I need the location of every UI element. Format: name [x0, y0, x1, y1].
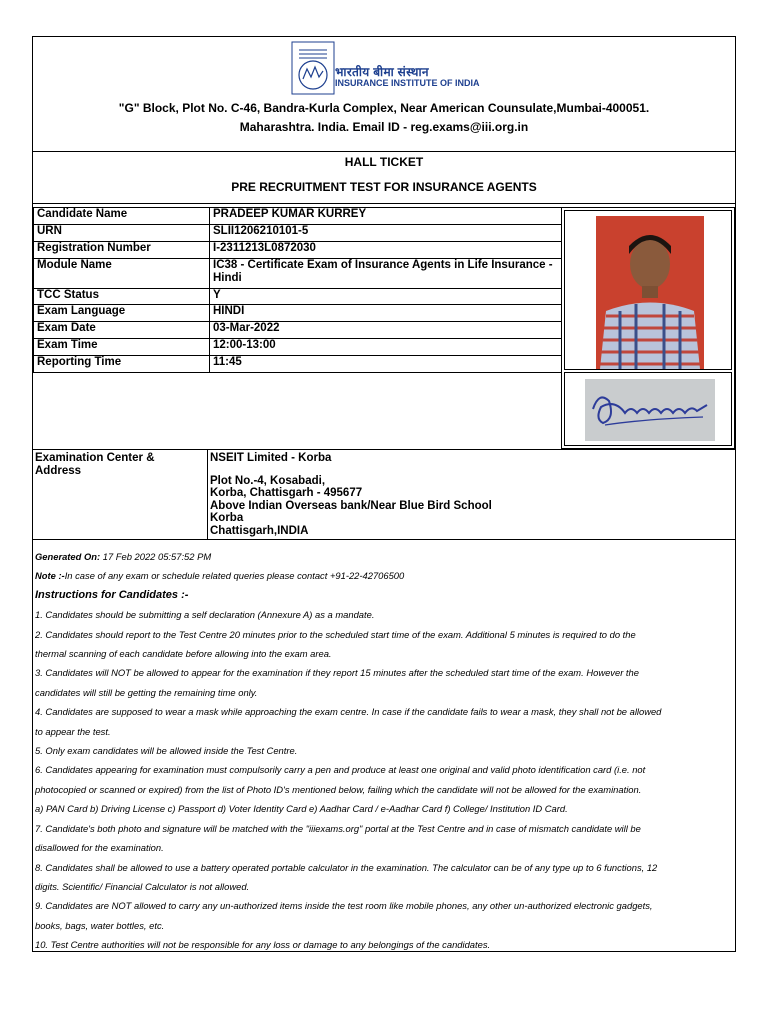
instruction-line: to appear the test. — [35, 725, 111, 737]
detail-row — [34, 225, 562, 242]
signature-frame — [564, 372, 732, 446]
detail-value: PRADEEP KUMAR KURREY — [210, 208, 562, 225]
instruction-line: thermal scanning of each candidate before allowing into the exam area. — [35, 648, 332, 660]
detail-value: 12:00-13:00 — [210, 339, 562, 356]
address-line-1: "G" Block, Plot No. C-46, Bandra-Kurla Complex, Near American Counsulate,Mumbai-400051. — [118, 101, 650, 115]
note-label: Note :- — [35, 570, 65, 582]
detail-value: Y — [210, 289, 562, 305]
instruction-line: digits. Scientific/ Financial Calculator is not allowed. — [35, 880, 250, 892]
detail-value: 03-Mar-2022 — [210, 322, 562, 339]
photo-signature-box — [561, 207, 735, 449]
detail-label: Exam Date — [34, 322, 210, 339]
detail-row — [34, 339, 562, 356]
detail-label: Module Name — [34, 259, 210, 289]
detail-label: Registration Number — [34, 242, 210, 259]
instruction-line: 5. Only exam candidates will be allowed inside the Test Centre. — [35, 745, 298, 757]
exam-center-line: Above Indian Overseas bank/Near Blue Bird School — [210, 499, 492, 512]
instruction-line: photocopied or scanned or expired) from the list of Photo ID's mentioned below, failing which the candidate will not be allowed for the examination. — [35, 783, 642, 795]
instruction-line: disallowed for the examination. — [35, 842, 164, 854]
detail-label: URN — [34, 225, 210, 242]
hall-ticket — [32, 36, 736, 952]
generated-on — [35, 547, 733, 566]
instructions-section — [35, 547, 733, 955]
note-value: In case of any exam or schedule related queries please contact +91-22-42706500 — [64, 570, 405, 582]
instruction-line: a) PAN Card b) Driving License c) Passport d) Voter Identity Card e) Aadhar Card / e-Aadhar Card f) College/ Institution ID Card. — [35, 803, 568, 815]
detail-row — [34, 305, 562, 322]
instruction-line: 8. Candidates shall be allowed to use a battery operated portable calculator in the examination. The calculator can be of any type up to 6 functions, 12 — [35, 861, 658, 873]
candidate-signature — [585, 379, 715, 441]
detail-value: I-2311213L0872030 — [210, 242, 562, 259]
instruction-line: 3. Candidates will NOT be allowed to appear for the examination if they report 15 minutes after the scheduled start time of the exam. However the — [35, 667, 639, 679]
exam-center-line: Chattisgarh,INDIA — [210, 524, 309, 537]
ticket-title: HALL TICKET — [344, 155, 424, 169]
detail-label: Candidate Name — [34, 208, 210, 225]
detail-row — [34, 259, 562, 289]
instruction-line: 4. Candidates are supposed to wear a mask while approaching the exam centre. In case if the candidate fails to wear a mask, they shall not be allowed — [35, 706, 662, 718]
generated-value: 17 Feb 2022 05:57:52 PM — [100, 551, 212, 562]
detail-row — [34, 242, 562, 259]
detail-value: IC38 - Certificate Exam of Insurance Agents in Life Insurance - Hindi — [210, 259, 562, 289]
divider — [33, 539, 735, 540]
instruction-line: 7. Candidate's both photo and signature will be matched with the "iiiexams.org" portal at the Test Centre and in case of mismatch candidate will be — [35, 822, 641, 834]
detail-value: HINDI — [210, 305, 562, 322]
divider — [33, 203, 735, 204]
address-line-2: Maharashtra. India. Email ID - reg.exams@iii.org.in — [239, 120, 529, 134]
divider — [207, 449, 208, 539]
exam-center-line: Plot No.-4, Kosabadi, — [210, 474, 326, 487]
detail-label: TCC Status — [34, 289, 210, 305]
exam-center-address — [210, 452, 492, 537]
note — [35, 566, 733, 585]
detail-row — [34, 289, 562, 305]
detail-row — [34, 322, 562, 339]
instruction-line: 10. Test Centre authorities will not be responsible for any loss or damage to any belongings of the candidates. — [35, 939, 491, 951]
divider — [33, 151, 735, 152]
exam-center-line: Korba — [210, 512, 244, 524]
detail-label: Exam Time — [34, 339, 210, 356]
candidate-photo — [596, 216, 704, 369]
instruction-line: 9. Candidates are NOT allowed to carry any un-authorized items inside the test room like mobile phones, any other un-authorized electronic gadgets, — [35, 900, 653, 912]
instruction-line: books, bags, water bottles, etc. — [35, 919, 165, 931]
detail-row — [34, 208, 562, 225]
exam-center-label: Examination Center & Address — [35, 452, 155, 477]
instruction-line: 2. Candidates should report to the Test Centre 20 minutes prior to the scheduled start time of the exam. Additional 5 minutes is required to do the — [35, 628, 636, 640]
iii-logo — [291, 41, 335, 95]
detail-label: Reporting Time — [34, 356, 210, 373]
org-name-english: INSURANCE INSTITUTE OF INDIA — [335, 78, 480, 88]
detail-label: Exam Language — [34, 305, 210, 322]
detail-value: 11:45 — [210, 356, 562, 373]
photo-frame — [564, 210, 732, 370]
exam-center-section — [33, 449, 735, 539]
detail-row — [34, 356, 562, 373]
detail-value: SLII1206210101-5 — [210, 225, 562, 242]
generated-label: Generated On: — [35, 551, 101, 562]
candidate-details-table — [33, 207, 562, 373]
instruction-line: 1. Candidates should be submitting a self declaration (Annexure A) as a mandate. — [35, 609, 375, 621]
instruction-line: 6. Candidates appearing for examination must compulsorily carry a pen and produce at least one original and valid photo identification card (i.e. not — [35, 764, 646, 776]
instruction-line: candidates will still be getting the remaining time only. — [35, 686, 258, 698]
ticket-subtitle: PRE RECRUITMENT TEST FOR INSURANCE AGENTS — [231, 180, 537, 194]
instructions-heading: Instructions for Candidates :- — [35, 588, 189, 601]
exam-center-line: Korba, Chattisgarh - 495677 — [210, 487, 363, 499]
exam-center-name: NSEIT Limited - Korba — [210, 452, 332, 464]
org-name-hindi: भारतीय बीमा संस्थान — [335, 65, 429, 79]
